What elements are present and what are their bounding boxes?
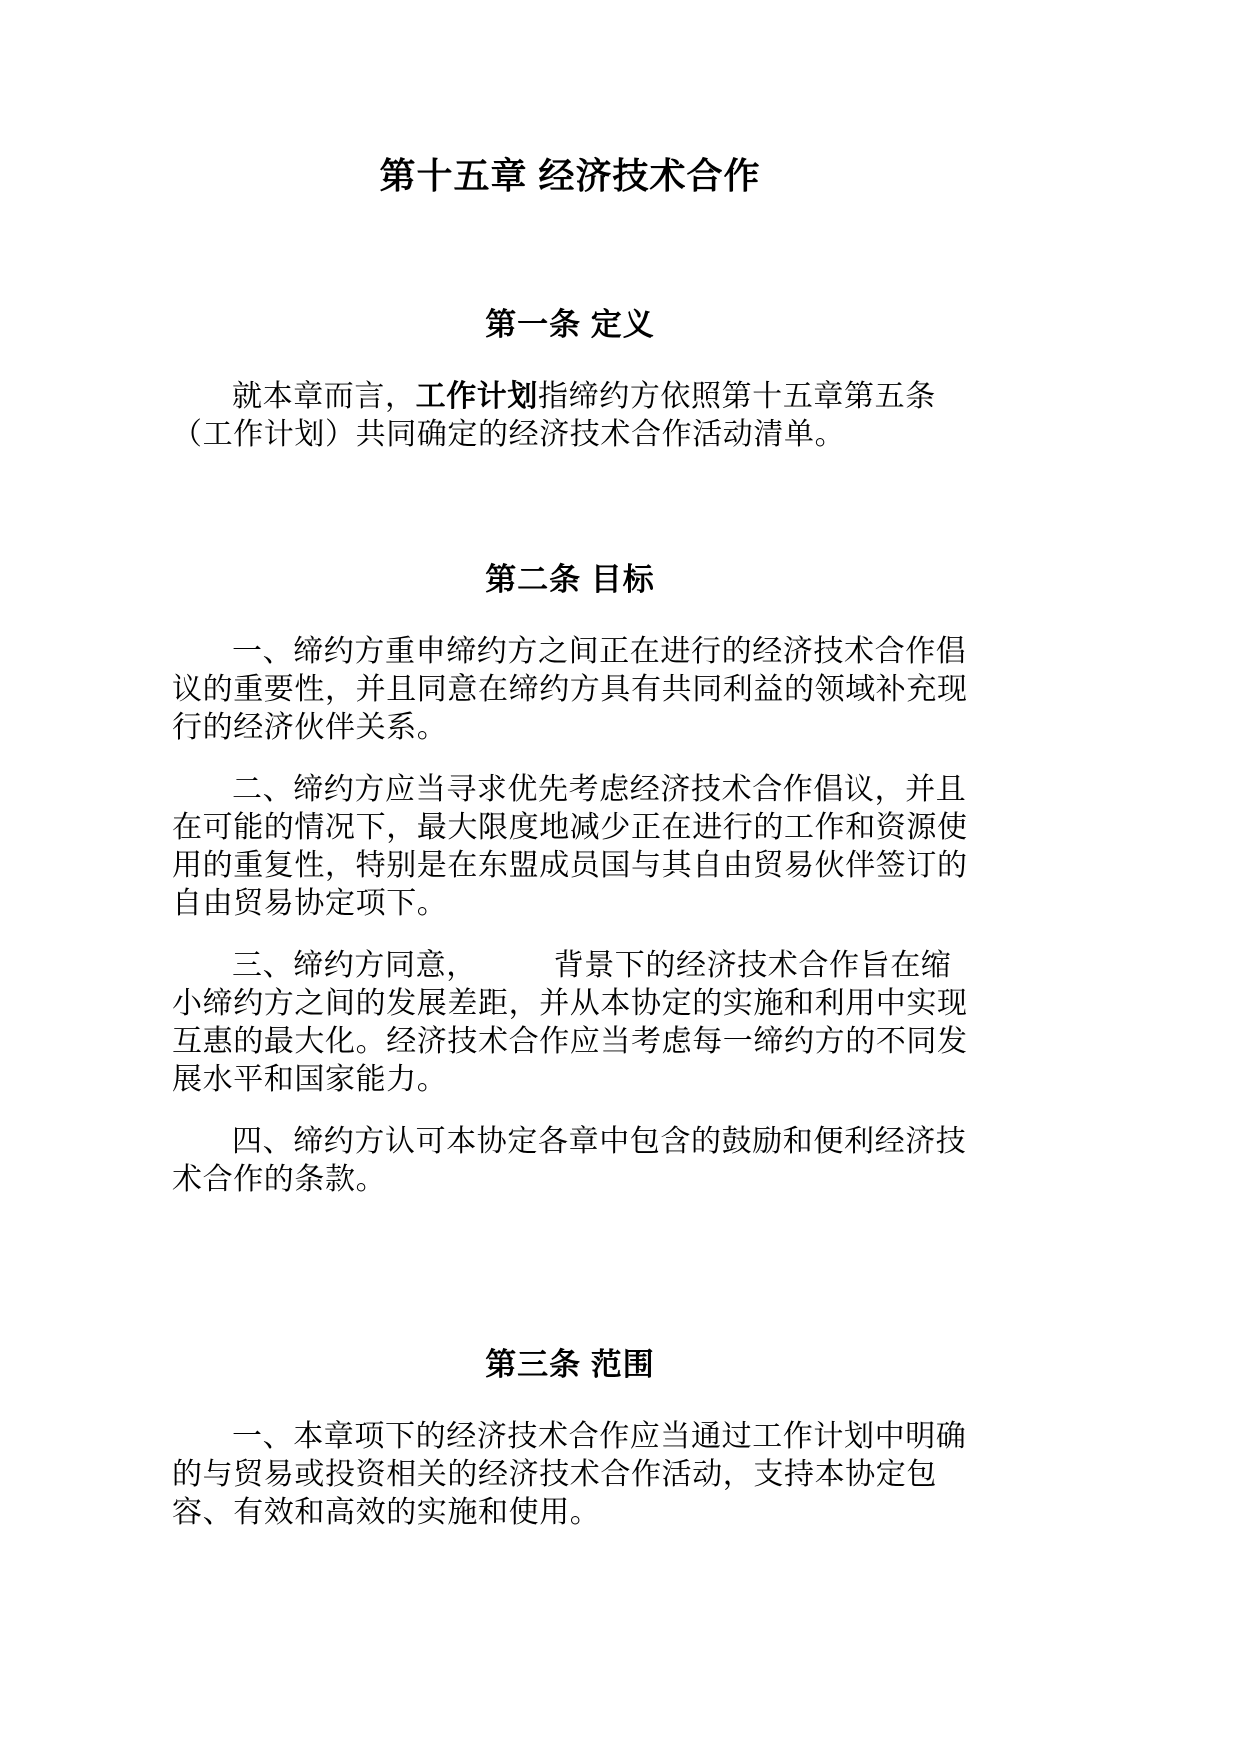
text-segment: 指缔约方依照第十五章第五条（工作计划）共同确定的经济技术合作活动清单。 [172,380,936,451]
article-2-heading: 第二条 目标 [485,562,655,597]
article-3-heading: 第三条 范围 [485,1347,655,1382]
text-segment: 就本章而言， [232,380,416,413]
article-3-paragraph-1: 一、本章项下的经济技术合作应当通过工作计划中明确的与贸易或投资相关的经济技术合作活动，支持本协定包容、有效和高效的实施和使用。 [172,1420,967,1529]
article-objectives [172,559,968,1199]
article-definitions [172,304,968,454]
article-scope [172,1344,968,1532]
article-1-paragraph-1 [172,378,968,454]
article-2-paragraph-4: 四、缔约方认可本协定各章中包含的鼓励和便利经济技术合作的条款。 [172,1125,967,1196]
article-1-heading: 第一条 定义 [485,307,655,342]
chapter-title: 第十五章 经济技术合作 [379,155,761,196]
article-2-paragraph-1: 一、缔约方重申缔约方之间正在进行的经济技术合作倡议的重要性，并且同意在缔约方具有共同利益的领域补充现行的经济伙伴关系。 [172,635,968,744]
defined-term-work-programme: 工作计划 [415,380,539,413]
article-2-paragraph-2: 二、缔约方应当寻求优先考虑经济技术合作倡议，并且在可能的情况下，最大限度地减少正在进行的工作和资源使用的重复性，特别是在东盟成员国与其自由贸易伙伴签订的自由贸易协定项下。 [172,773,968,920]
article-2-paragraph-3: 三、缔约方同意， 背景下的经济技术合作旨在缩小缔约方之间的发展差距，并从本协定的实施和利用中实现互惠的最大化。经济技术合作应当考虑每一缔约方的不同发展水平和国家能力。 [172,949,968,1096]
